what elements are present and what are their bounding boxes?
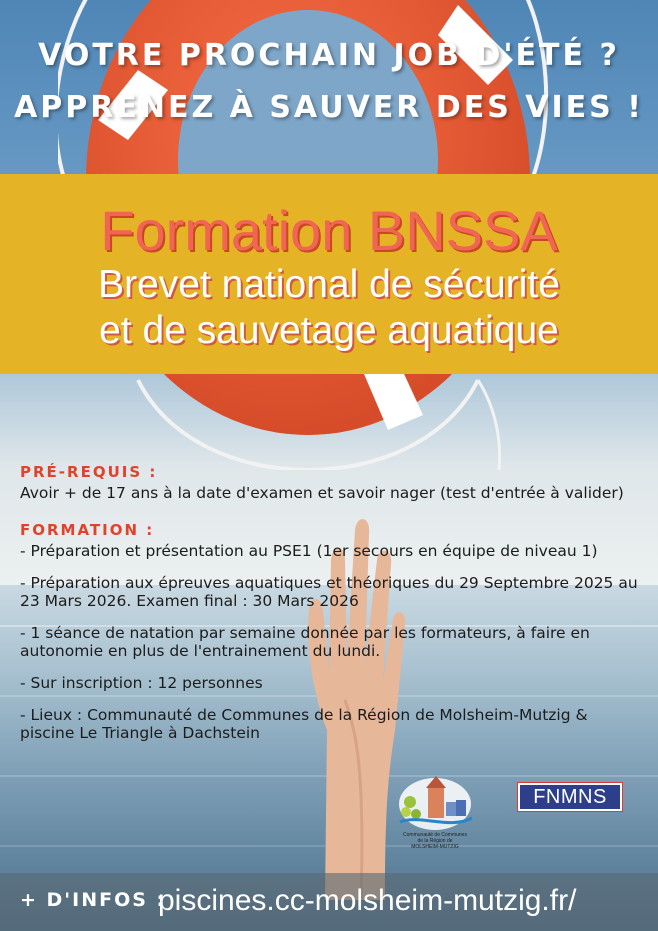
cc-logo-caption-line: MOLSHEIM-MUTZIG <box>411 844 459 850</box>
formation-item: - Sur inscription : 12 personnes <box>20 674 263 692</box>
prerequis-heading: PRÉ-REQUIS : <box>20 463 158 481</box>
cc-logo-caption <box>390 832 480 850</box>
prerequis-text: Avoir + de 17 ans à la date d'examen et savoir nager (test d'entrée à valider) <box>20 484 624 502</box>
headline-line-1: VOTRE PROCHAIN JOB D'ÉTÉ ? <box>38 38 620 73</box>
headline <box>0 30 658 134</box>
content <box>20 462 640 742</box>
more-info-label: + D'INFOS : <box>20 889 167 911</box>
formation-heading: FORMATION : <box>20 521 155 539</box>
cc-molsheim-mutzig-logo <box>390 772 480 854</box>
fnmns-logo: FNMNS <box>518 783 622 811</box>
formation-item: - Préparation aux épreuves aquatiques et théoriques du 29 Septembre 2025 au 23 Mars 2026. Examen final : 30 Mars 2026 <box>20 574 638 610</box>
title-banner <box>0 174 658 374</box>
cc-logo-caption-line: Communauté de Communes <box>403 832 467 838</box>
footer-bar <box>0 873 658 931</box>
banner-subtitle-line-2: et de sauvetage aquatique <box>99 309 559 352</box>
banner-subtitle-line-1: Brevet national de sécurité <box>98 263 560 306</box>
formation-item: - Préparation et présentation au PSE1 (1er secours en équipe de niveau 1) <box>20 542 598 560</box>
formation-item: - Lieux : Communauté de Communes de la Région de Molsheim-Mutzig & piscine Le Triangle à Dachstein <box>20 706 588 742</box>
headline-line-2: APPRENEZ À SAUVER DES VIES ! <box>14 90 644 125</box>
banner-title: Formation BNSSA <box>100 199 558 262</box>
cc-logo-emblem <box>390 772 480 832</box>
website-link[interactable]: piscines.cc-molsheim-mutzig.fr/ <box>158 884 577 917</box>
cc-logo-caption-line: de la Région de <box>417 838 453 844</box>
formation-item: - 1 séance de natation par semaine donnée par les formateurs, à faire en autonomie en plus de l'entrainement du lundi. <box>20 624 590 660</box>
